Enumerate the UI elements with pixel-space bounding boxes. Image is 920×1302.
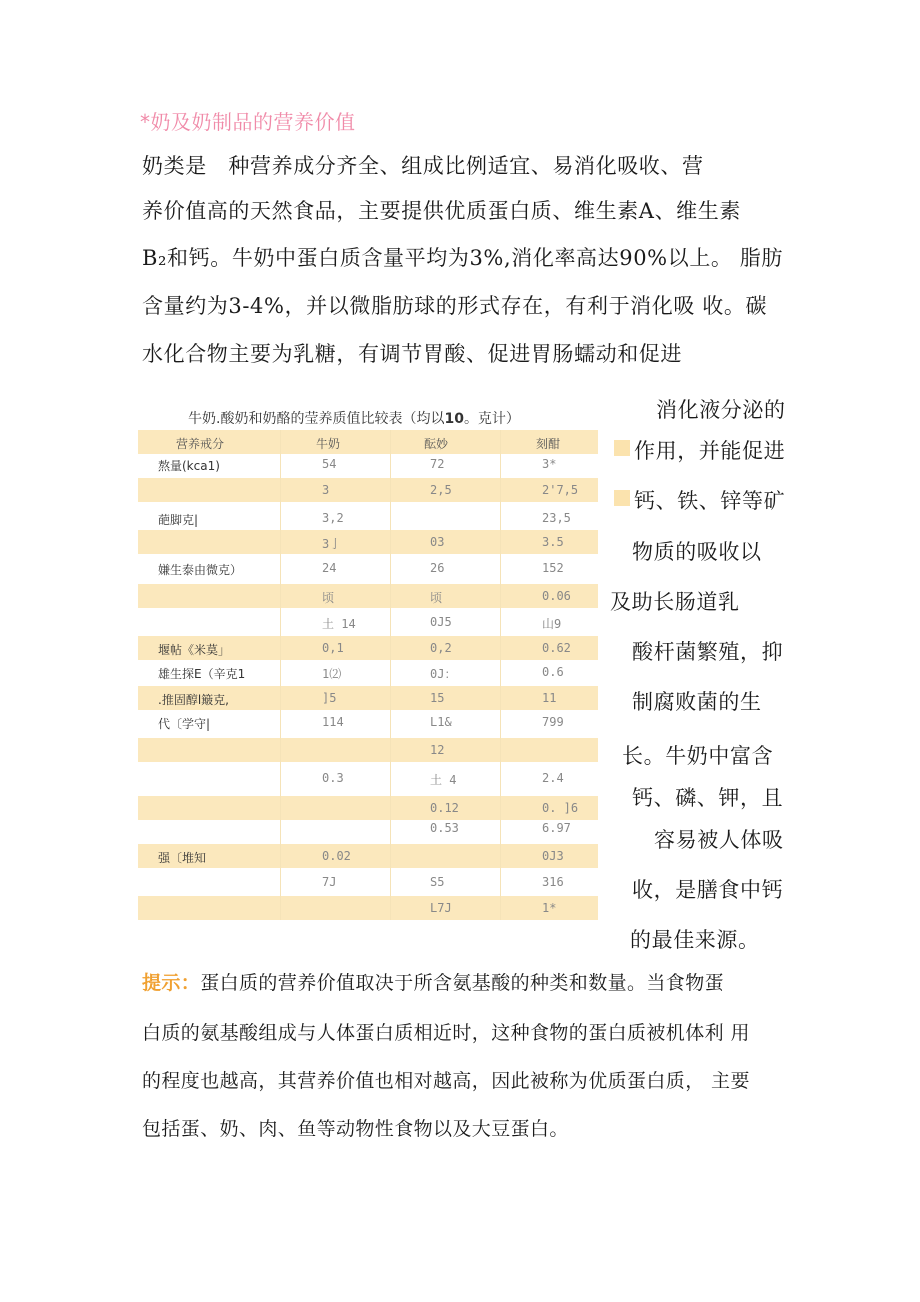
table-caption: [188, 408, 520, 428]
table-cell: 0.53: [430, 821, 459, 835]
table-cell: S5: [430, 875, 445, 889]
table-row-shade: [138, 844, 598, 868]
table-cell: 顷: [322, 591, 335, 605]
table-cell: 0.3: [322, 771, 344, 785]
table-cell: 316: [542, 875, 564, 889]
table-cell: 0J5: [430, 615, 452, 629]
table-row-label: 嫌生泰由微克）: [158, 563, 243, 577]
table-cell: 26: [430, 561, 445, 575]
table-cell: L7J: [430, 901, 452, 915]
tip-line: 包括蛋、奶、肉、鱼等动物性食物以及大豆蛋白。: [142, 1118, 569, 1140]
paragraph-line: 水化合物主要为乳糖，有调节胃酸、促进胃肠蠕动和促进: [142, 342, 682, 366]
table-cell: 3*: [542, 457, 557, 471]
table-cell: 0J：: [430, 667, 457, 681]
side-line: 作用，并能促进: [634, 439, 786, 463]
table-cell: 72: [430, 457, 445, 471]
side-line: 物质的吸收以: [632, 540, 762, 564]
table-cell: 799: [542, 715, 564, 729]
table-cell: 0.6: [542, 665, 564, 679]
side-line: 制腐败菌的生: [632, 690, 762, 714]
table-row-label: 熬量(kca1): [158, 459, 220, 473]
caption-text: 。克计）: [463, 411, 520, 427]
table-cell: 0.06: [542, 589, 571, 603]
table-row-shade: [138, 896, 598, 920]
table-header-cell: 酝妙: [424, 437, 449, 451]
table-cell: 11: [542, 691, 557, 705]
side-line: 及助长肠道乳: [610, 590, 740, 614]
table-row-shade: [138, 530, 598, 554]
table-row-label: 雄生探E（辛克1: [158, 667, 246, 681]
table-cell: 土 14: [322, 617, 356, 631]
table-cell: 0,2: [430, 641, 452, 655]
tip-line: [142, 968, 724, 995]
table-cell: ]5: [322, 691, 337, 705]
table-cell: 土 4: [430, 773, 457, 787]
table-row-label: 葩脚克|: [158, 513, 199, 527]
table-cell: 0.62: [542, 641, 571, 655]
side-line: 收，是膳食中钙: [632, 878, 784, 902]
table-cell: 1⑵: [322, 667, 342, 681]
tip-line: 白质的氨基酸组成与人体蛋白质相近时，这种食物的蛋白质被机体利 用: [142, 1022, 750, 1044]
side-line: 长。牛奶中富含: [622, 744, 774, 768]
table-cell: 6.97: [542, 821, 571, 835]
table-cell: 03: [430, 535, 445, 549]
tip-line: 的程度也越高，其营养价值也相对越高，因此被称为优质蛋白质， 主要: [142, 1070, 750, 1092]
table-cell: 2.4: [542, 771, 564, 785]
paragraph-line: 奶类是 种营养成分齐全、组成比例适宜、易消化吸收、营: [142, 154, 704, 178]
table-row-label: 强〔堆知: [158, 851, 207, 865]
tip-text: 蛋白质的营养价值取决于所含氨基酸的种类和数量。当食物蛋: [200, 972, 725, 994]
table-cell: 23,5: [542, 511, 571, 525]
table-cell: 152: [542, 561, 564, 575]
side-line: 酸杆菌繁殖，抑: [632, 640, 784, 664]
table-cell: 12: [430, 743, 445, 757]
table-column-divider: [500, 430, 501, 920]
caption-text: 牛奶.酸奶和奶酪的莹养质值比较表（均以: [188, 411, 445, 427]
paragraph-line: 养价值高的天然食品，主要提供优质蛋白质、维生素A、维生素: [142, 199, 741, 223]
table-cell: 顷: [430, 591, 443, 605]
paragraph-line: B₂和钙。牛奶中蛋白质含量平均为3%,消化率高达90%以上。 脂肪: [142, 246, 783, 270]
table-cell: 0.02: [322, 849, 351, 863]
table-row-shade: [138, 584, 598, 608]
side-line: 消化液分泌的: [656, 398, 786, 422]
table-cell: 114: [322, 715, 344, 729]
table-cell: 0,1: [322, 641, 344, 655]
table-cell: 0. ]6: [542, 801, 579, 815]
table-header-cell: 牛奶: [316, 437, 341, 451]
table-cell: 2,5: [430, 483, 452, 497]
side-line: 的最佳来源。: [630, 928, 760, 952]
table-row-shade: [138, 738, 598, 762]
table-cell: 54: [322, 457, 337, 471]
table-header-cell: 刻酣: [536, 437, 561, 451]
table-header-cell: 营养戒分: [176, 437, 225, 451]
table-cell: 3.5: [542, 535, 564, 549]
table-column-divider: [280, 430, 281, 920]
side-line: 钙、铁、锌等矿: [634, 489, 786, 513]
table-cell: 1*: [542, 901, 557, 915]
table-cell: 24: [322, 561, 337, 575]
table-row-label: 代〔学守|: [158, 717, 211, 731]
table-row-label: .推固醇l簸克,: [158, 693, 229, 707]
table-cell: 2'7,5: [542, 483, 579, 497]
table-cell: 0J3: [542, 849, 564, 863]
highlight-marker: [614, 490, 630, 506]
table-cell: 7J: [322, 875, 337, 889]
table-cell: 山9: [542, 617, 562, 631]
table-cell: 3: [322, 483, 330, 497]
table-cell: 3亅: [322, 537, 342, 551]
table-row-shade: [138, 796, 598, 820]
table-cell: 3,2: [322, 511, 344, 525]
table-cell: L1&: [430, 715, 452, 729]
table-column-divider: [390, 430, 391, 920]
highlight-marker: [614, 440, 630, 456]
section-title: *奶及奶制品的营养价值: [140, 110, 356, 134]
caption-number: 10: [444, 411, 464, 427]
table-cell: 15: [430, 691, 445, 705]
side-line: 容易被人体吸: [654, 828, 784, 852]
table-row-shade: [138, 478, 598, 502]
table-row-label: 堰帖《米莫」: [158, 643, 231, 657]
tip-label: 提示：: [142, 972, 201, 994]
paragraph-line: 含量约为3-4%，并以微脂肪球的形式存在，有利于消化吸 收。碳: [142, 294, 768, 318]
table-cell: 0.12: [430, 801, 459, 815]
side-line: 钙、磷、钾，且: [632, 786, 784, 810]
